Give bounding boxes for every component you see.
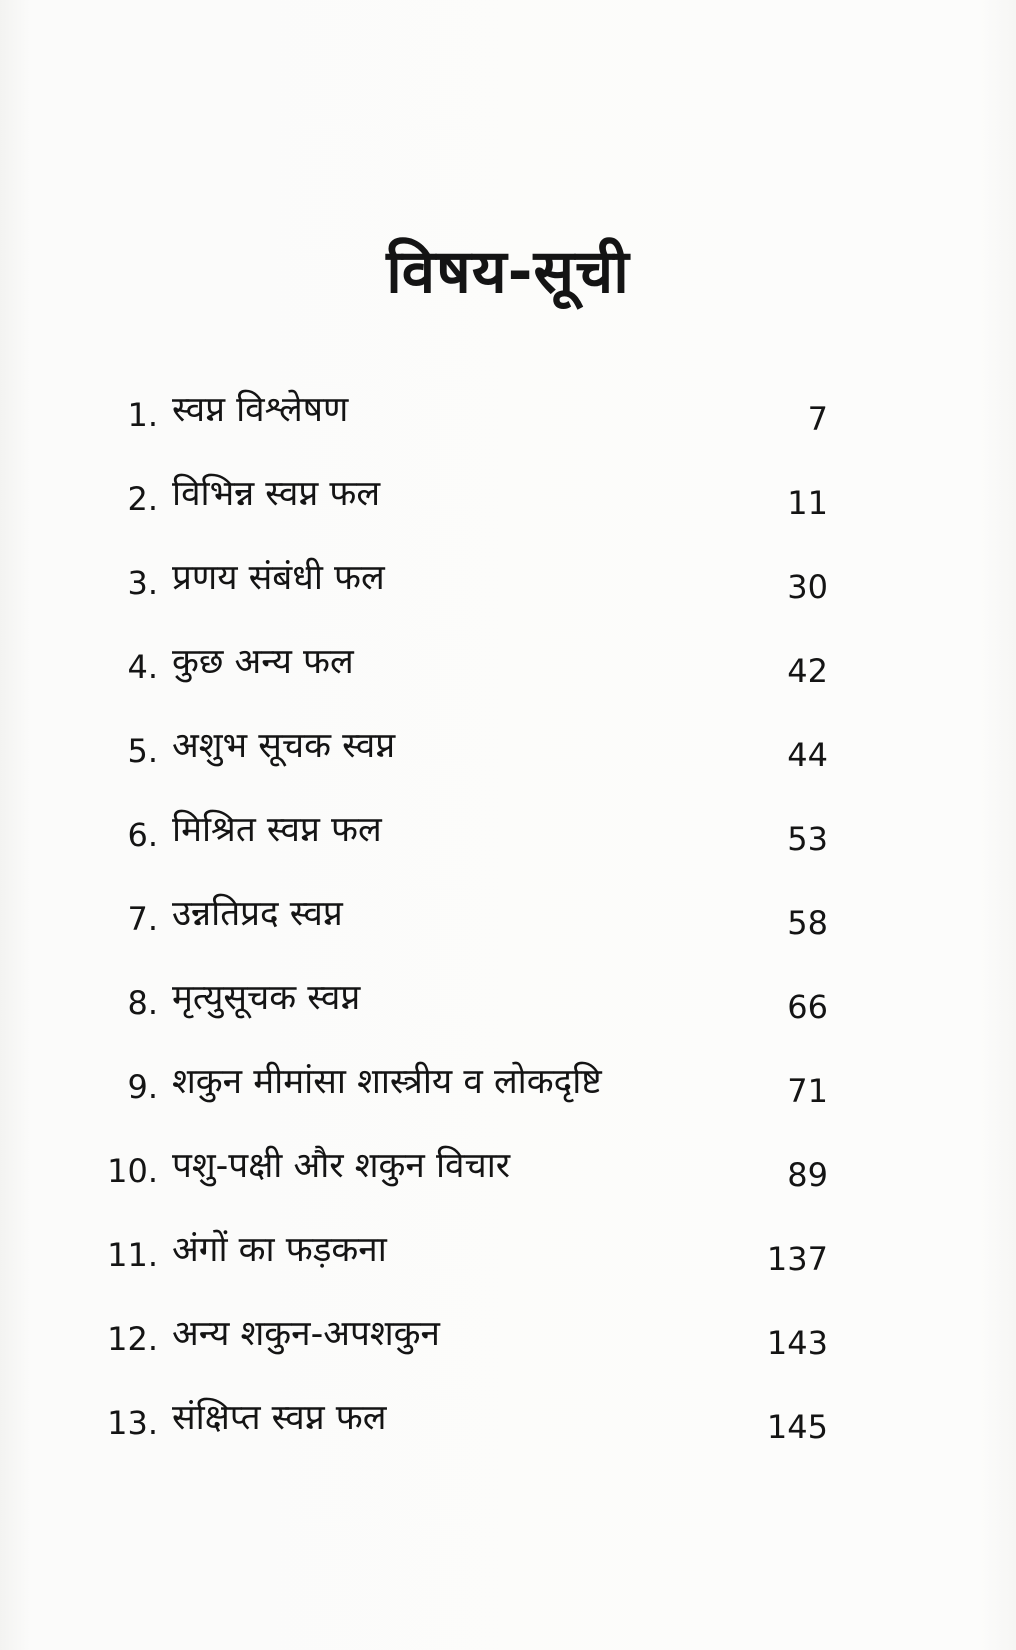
entry-page-number: 137	[766, 1240, 828, 1278]
toc-entry	[0, 1215, 1016, 1299]
entry-page-number: 53	[787, 820, 828, 858]
entry-page-number: 58	[787, 904, 828, 942]
entry-title: कुछ अन्य फल	[172, 642, 354, 682]
table-of-contents	[0, 375, 1016, 1467]
entry-title: पशु-पक्षी और शकुन विचार	[172, 1146, 511, 1186]
entry-title: मृत्युसूचक स्वप्न	[172, 978, 361, 1018]
entry-number: 11.	[107, 1236, 158, 1274]
entry-number: 8.	[127, 984, 158, 1022]
entry-title: अंगों का फड़कना	[172, 1230, 387, 1270]
entry-number: 7.	[127, 900, 158, 938]
entry-number: 2.	[127, 480, 158, 518]
entry-title: मिश्रित स्वप्न फल	[172, 810, 382, 850]
entry-number: 10.	[107, 1152, 158, 1190]
entry-title: विभिन्न स्वप्न फल	[172, 474, 381, 514]
entry-title: शकुन मीमांसा शास्त्रीय व लोकदृष्टि	[172, 1062, 602, 1102]
toc-entry	[0, 543, 1016, 627]
entry-number: 9.	[127, 1068, 158, 1106]
entry-page-number: 143	[766, 1324, 828, 1362]
entry-number: 12.	[107, 1320, 158, 1358]
entry-number: 6.	[127, 816, 158, 854]
entry-page-number: 11	[787, 484, 828, 522]
toc-entry	[0, 1299, 1016, 1383]
entry-title: अशुभ सूचक स्वप्न	[172, 726, 396, 766]
entry-number: 5.	[127, 732, 158, 770]
entry-page-number: 71	[787, 1072, 828, 1110]
entry-title: स्वप्न विश्लेषण	[172, 390, 349, 430]
toc-entry	[0, 879, 1016, 963]
toc-entry	[0, 711, 1016, 795]
entry-page-number: 66	[787, 988, 828, 1026]
page-title: विषय-सूची	[386, 237, 630, 307]
entry-number: 4.	[127, 648, 158, 686]
entry-number: 13.	[107, 1404, 158, 1442]
toc-entry	[0, 1047, 1016, 1131]
entry-title: उन्नतिप्रद स्वप्न	[172, 894, 343, 934]
entry-page-number: 44	[787, 736, 828, 774]
toc-entry	[0, 1131, 1016, 1215]
entry-page-number: 7	[807, 400, 828, 438]
entry-page-number: 89	[787, 1156, 828, 1194]
entry-page-number: 30	[787, 568, 828, 606]
entry-page-number: 145	[766, 1408, 828, 1446]
toc-entry	[0, 795, 1016, 879]
toc-entry	[0, 1383, 1016, 1467]
entry-title: अन्य शकुन-अपशकुन	[172, 1314, 440, 1354]
entry-title: प्रणय संबंधी फल	[172, 558, 385, 598]
entry-number: 1.	[127, 396, 158, 434]
toc-entry	[0, 459, 1016, 543]
toc-entry	[0, 375, 1016, 459]
entry-number: 3.	[127, 564, 158, 602]
toc-entry	[0, 627, 1016, 711]
entry-page-number: 42	[787, 652, 828, 690]
toc-entry	[0, 963, 1016, 1047]
entry-title: संक्षिप्त स्वप्न फल	[172, 1398, 387, 1438]
